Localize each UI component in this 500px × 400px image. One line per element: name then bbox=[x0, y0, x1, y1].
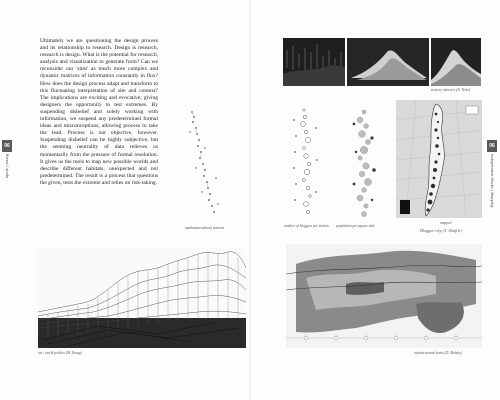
terrain-image-3 bbox=[431, 38, 481, 86]
bloggers-per-station-diagram bbox=[286, 104, 322, 222]
essay-paragraph: Ultimately we are questioning the design process and its relationship to research. Design is research, research is design. What is the potential for research, analysis and visualization to generate form? Can we reconsider our 'sites' as much more complex and dynamic matrices of information constantly in flux? How does the design process adapt and transform to this fluctuating interpretation of site and context? The implications are exciting and evocative; giving designers the opportunity to test extremes. By suspending disbelief and solely working with information, we suspend any predetermined formal ideas and misconceptions, allowing process to take the lead. Process is not objective, however. Suspending disbelief can be highly subjective, but the seeming neutrality of data relieves us momentarily from the pressure of formal resolution. It gives us the tools to map new possible worlds and describe different habitats, unexpected and not predetermined. The result is a process that questions the given, tests the extreme and relies on risk-taking. bbox=[40, 38, 158, 186]
terrain-image-1 bbox=[283, 38, 345, 86]
world-politics-wireframe bbox=[38, 248, 246, 348]
terrain-image-2 bbox=[347, 38, 429, 86]
left-page-number: 06 bbox=[2, 140, 12, 152]
manhattan-map-caption: mapped bbox=[440, 221, 452, 225]
population-density-diagram bbox=[334, 104, 384, 222]
left-running-head: kpmb | chung bbox=[4, 154, 9, 178]
bloggers-per-station-caption: number of bloggers per station bbox=[284, 224, 329, 228]
subway-stations-diagram bbox=[172, 108, 232, 228]
right-running-head: Independent Studio | Mapping bbox=[490, 154, 495, 208]
right-page-tab bbox=[487, 140, 497, 210]
world-politics-caption: art | world politics (M. Young) bbox=[38, 351, 82, 355]
manhattan-blogger-map bbox=[396, 100, 482, 218]
right-page-number: 06 bbox=[487, 140, 497, 152]
book-gutter bbox=[249, 0, 251, 400]
population-density-caption: population per square mile bbox=[336, 224, 375, 228]
left-page-tab bbox=[2, 140, 12, 210]
blogger-city-caption: Blogger city (T. Shafrir) bbox=[420, 228, 463, 233]
terrain-caption: sensory intersect (A. Viola) bbox=[431, 88, 471, 92]
infrastructural-traits-map bbox=[286, 244, 482, 348]
subway-stations-caption: manhattan subway stations bbox=[185, 226, 225, 230]
infrastructural-traits-caption: infrastructural traits (D. Malsby) bbox=[414, 351, 462, 355]
